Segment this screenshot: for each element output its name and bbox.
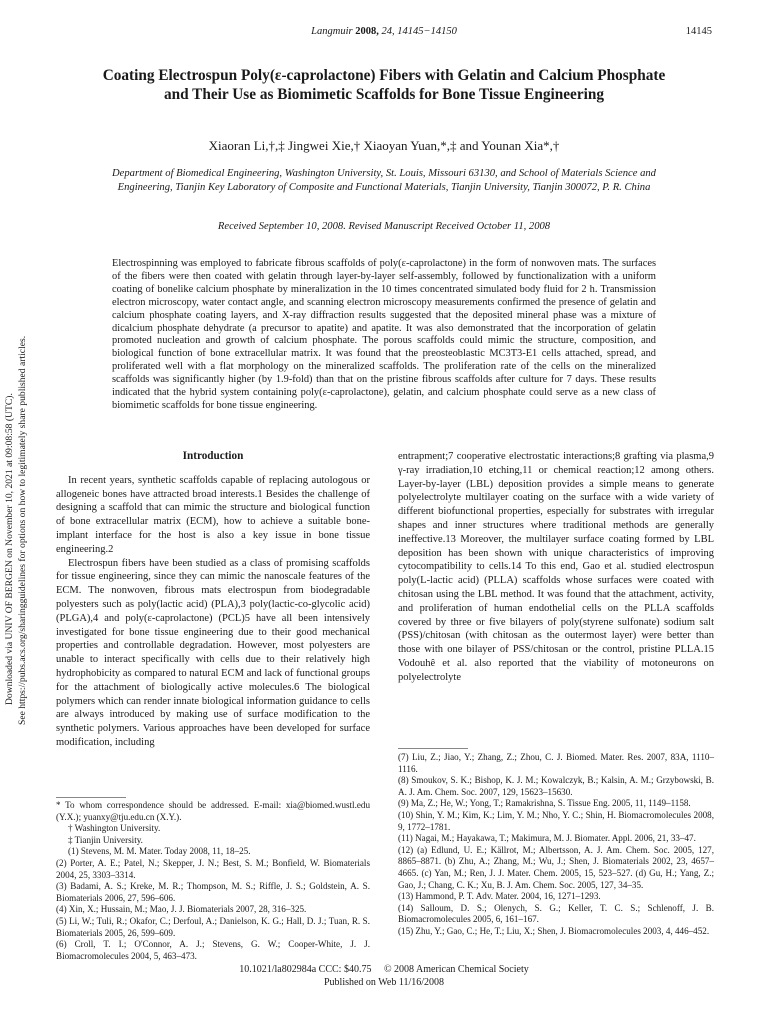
received-dates: Received September 10, 2008. Revised Manuscript Received October 11, 2008 (217, 221, 551, 232)
abstract: Electrospinning was employed to fabricate fibrous scaffolds of poly(ε-caprolactone) in the form of nonwoven mats. The surfaces of the fibers were then coated with gelatin through layer-by-layer self-assembly, followed by functionalization with a uniform coating of bonelike calcium phosphate by mineralization in the 10 times concentrated simulated body fluid for 2 h. Transmission electron microscopy, water contact angle, and scanning electron microscopy measurements confirmed the presence of gelatin and calcium phosphate coating layers, and X-ray diffraction results suggested that the deposited mineral phase was a mixture of dicalcium phosphate dehydrate (a precursor to apatite) and apatite. It was also demonstrated that the incorporation of gelatin promoted nucleation and growth of calcium phosphate. The porous scaffolds could mimic the structure, composition, and biological function of bone extracellular matrix. It was found that the preosteoblastic MC3T3-E1 cells attached, spread, and proliferated well with a flat morphology on the mineralized scaffolds. The proliferation rate of the cells on the mineralized scaffolds was significantly higher (by 1.9-fold) than that on the pristine fibrous scaffolds after culture for 7 days. These results indicated that the hybrid system containing poly(ε-caprolactone), gelatin, and calcium phosphate could serve as a new class of biomimetic scaffolds for bone tissue engineering. (112, 258, 656, 411)
footnote: (1) Stevens, M. M. Mater. Today 2008, 11, 18–25. (68, 846, 251, 857)
paragraph: Electrospun fibers have been studied as a class of promising scaffolds for tissue engineering, since they can mimic the nanoscale features of the ECM. The nonwoven, fibrous mats electrospun from biodegradable polyesters such as poly(lactic acid) (PLA),3 poly(lactic-co-glycolic acid) (PLGA),4 and poly(ε-caprolactone) (PCL)5 have all been intensively investigated for bone tissue engineering due to their good mechanical properties and controllable degradation. However, most polyesters are unable to interact specifically with cells due to their relatively high hydrophobicity as compared to natural ECM and lack of functional groups for the attachment of biologically active molecules.6 The biological polymers which can render innate biological information guidance to cells are always introduced by making use of surface modification to the synthetic polymers. Various approaches have been developed for surface modification, including (56, 557, 370, 748)
footnote: † Washington University. (68, 823, 161, 834)
published-date: Published on Web 11/16/2008 (323, 977, 445, 988)
footnote-rule-right (398, 748, 468, 749)
section-heading-introduction: Introduction (182, 450, 244, 462)
footnote: (13) Hammond, P. T. Adv. Mater. 2004, 16, 1271–1293. (398, 891, 601, 902)
article-title: Coating Electrospun Poly(ε-caprolactone) Fibers with Gelatin and Calcium Phosphate and Their Use as Biomimetic Scaffolds for Bone Tissue Engineering (102, 67, 666, 103)
footnote: (14) Salloum, D. S.; Olenych, S. G.; Keller, T. C. S.; Schlenoff, J. B. Biomacromolecules 2005, 6, 161–167. (398, 902, 714, 925)
footnotes-left (56, 800, 370, 962)
page-number: 14145 (685, 26, 712, 37)
footnote-rule-left (56, 797, 126, 798)
article-authors: Xiaoran Li,†,‡ Jingwei Xie,† Xiaoyan Yuan,*,‡ and Younan Xia*,† (208, 138, 560, 153)
doi-copyright: 10.1021/la802984a CCC: $40.75 © 2008 American Chemical Society (239, 964, 529, 975)
footnote: * To whom correspondence should be addressed. E-mail: xia@biomed.wustl.edu (Y.X.); yuanxy@tju.edu.cn (X.Y.). (56, 800, 370, 822)
footnote: (9) Ma, Z.; He, W.; Yong, T.; Ramakrishna, S. Tissue Eng. 2005, 11, 1149–1158. (398, 798, 691, 809)
download-note: Downloaded via UNIV OF BERGEN on November 10, 2021 at 09:08:58 (UTC). (4, 393, 15, 705)
right-column (398, 450, 714, 685)
affiliation: Department of Biomedical Engineering, Washington University, St. Louis, Missouri 63130, and School of Materials Science and Engineering, Tianjin Key Laboratory of Composite and Functional Materials, Tianjin University, Tianjin 300072, P. R. China (112, 168, 656, 193)
footnotes-right (398, 752, 714, 938)
footnote: (15) Zhu, Y.; Gao, C.; He, T.; Liu, X.; Shen, J. Biomacromolecules 2003, 4, 446–452. (398, 925, 710, 936)
footnote: (6) Croll, T. I.; O'Connor, A. J.; Stevens, G. W.; Cooper-White, J. J. Biomacromolecules 2004, 5, 463–473. (56, 939, 370, 961)
footnote: ‡ Tianjin University. (68, 834, 143, 845)
footnote: (4) Xin, X.; Hussain, M.; Mao, J. J. Biomaterials 2007, 28, 316–325. (56, 904, 307, 915)
footnote: (11) Nagai, M.; Hayakawa, T.; Makimura, M. J. Biomater. Appl. 2006, 21, 33–47. (398, 833, 696, 844)
footnote: (7) Liu, Z.; Jiao, Y.; Zhang, Z.; Zhou, C. J. Biomed. Mater. Res. 2007, 83A, 1110–1116. (398, 752, 714, 774)
footnote: (8) Smoukov, S. K.; Bishop, K. J. M.; Kowalczyk, B.; Kalsin, A. M.; Grzybowski, B. A. J. Am. Chem. Soc. 2007, 129, 15623–15630. (398, 775, 714, 797)
journal-name: Langmuir (311, 26, 353, 37)
paragraph: In recent years, synthetic scaffolds capable of replacing autologous or allogeneic bones have attracted broad interests.1 Besides the challenge of designing a scaffold that can mimic the structure and biological function of bone extracellular matrix (ECM), how to achieve a suitable bone-implant interface for the host is also a key issue in bone tissue engineering.2 (56, 474, 370, 555)
footnote: (5) Li, W.; Tuli, R.; Okafor, C.; Derfoul, A.; Danielson, K. G.; Hall, D. J.; Tuan, R. S. Biomaterials 2005, 26, 599–609. (56, 915, 370, 938)
footnote: (12) (a) Edlund, U. E.; Källrot, M.; Albertsson, A. J. Am. Chem. Soc. 2005, 127, 8865–8871. (b) Zhu, A.; Zhang, M.; Wu, J.; Shen, J. Biomaterials 2002, 23, 4657–4665. (c) Yan, M.; Ren, J. J. Mater. Chem. 2005, 15, 523–527. (d) Gu, H.; Yang, Z.; Gao, J.; Chang, C. K.; Xu, B. J. Am. Chem. Soc. 2005, 127, 34–35. (398, 844, 714, 890)
left-column (56, 450, 370, 750)
journal-year: 2008, (355, 26, 379, 37)
paragraph: entrapment;7 cooperative electrostatic interactions;8 grafting via plasma,9 γ-ray irradiation,10 etching,11 or chemical reaction;12 among others. Layer-by-layer (LBL) deposition provides a simple means to generate polyelectrolyte multilayer coating on the surface with a wide variety of different biofunctional properties, especially for substrates with irregular shapes and inner structures where traditional methods are generally ineffective.13 Moreover, the multilayer surface coating formed by LBL deposition has been shown with unique characteristics of improving cytocompatibility to cells.14 To this end, Gao et al. studied electrospun poly(L-lactic acid) (PLLA) scaffolds whose surfaces were coated with chitosan using the LBL method. It was found that the attachment, activity, and proliferation of human endothelial cells on the PLLA scaffolds covered by three or five bilayers of poly(styrene sulfonate) sodium salt (PSS)/chitosan (with chitosan as the outermost layer) were better than those with one bilayer of PSS/chitosan or the control, pristine PLLA.15 Vodouhê et al. also reported that the viability of motoneurons on polyelectrolyte (398, 451, 714, 683)
journal-header (0, 26, 768, 37)
footnote: (10) Shin, Y. M.; Kim, K.; Lim, Y. M.; Nho, Y. C.; Shin, H. Biomacromolecules 2008, 9, 1772–1781. (398, 809, 714, 832)
journal-volume-pages: 24, 14145−14150 (381, 26, 457, 37)
footnote: (2) Porter, A. E.; Patel, N.; Skepper, J. N.; Best, S. M.; Bonfield, W. Biomaterials 2004, 25, 3303–3314. (56, 857, 370, 880)
footnote: (3) Badami, A. S.; Kreke, M. R.; Thompson, M. S.; Riffle, J. S.; Goldstein, A. S. Biomaterials 2006, 27, 596–606. (56, 881, 370, 903)
sharing-note: See https://pubs.acs.org/sharingguidelines for options on how to legitimately share published articles. (17, 335, 28, 725)
